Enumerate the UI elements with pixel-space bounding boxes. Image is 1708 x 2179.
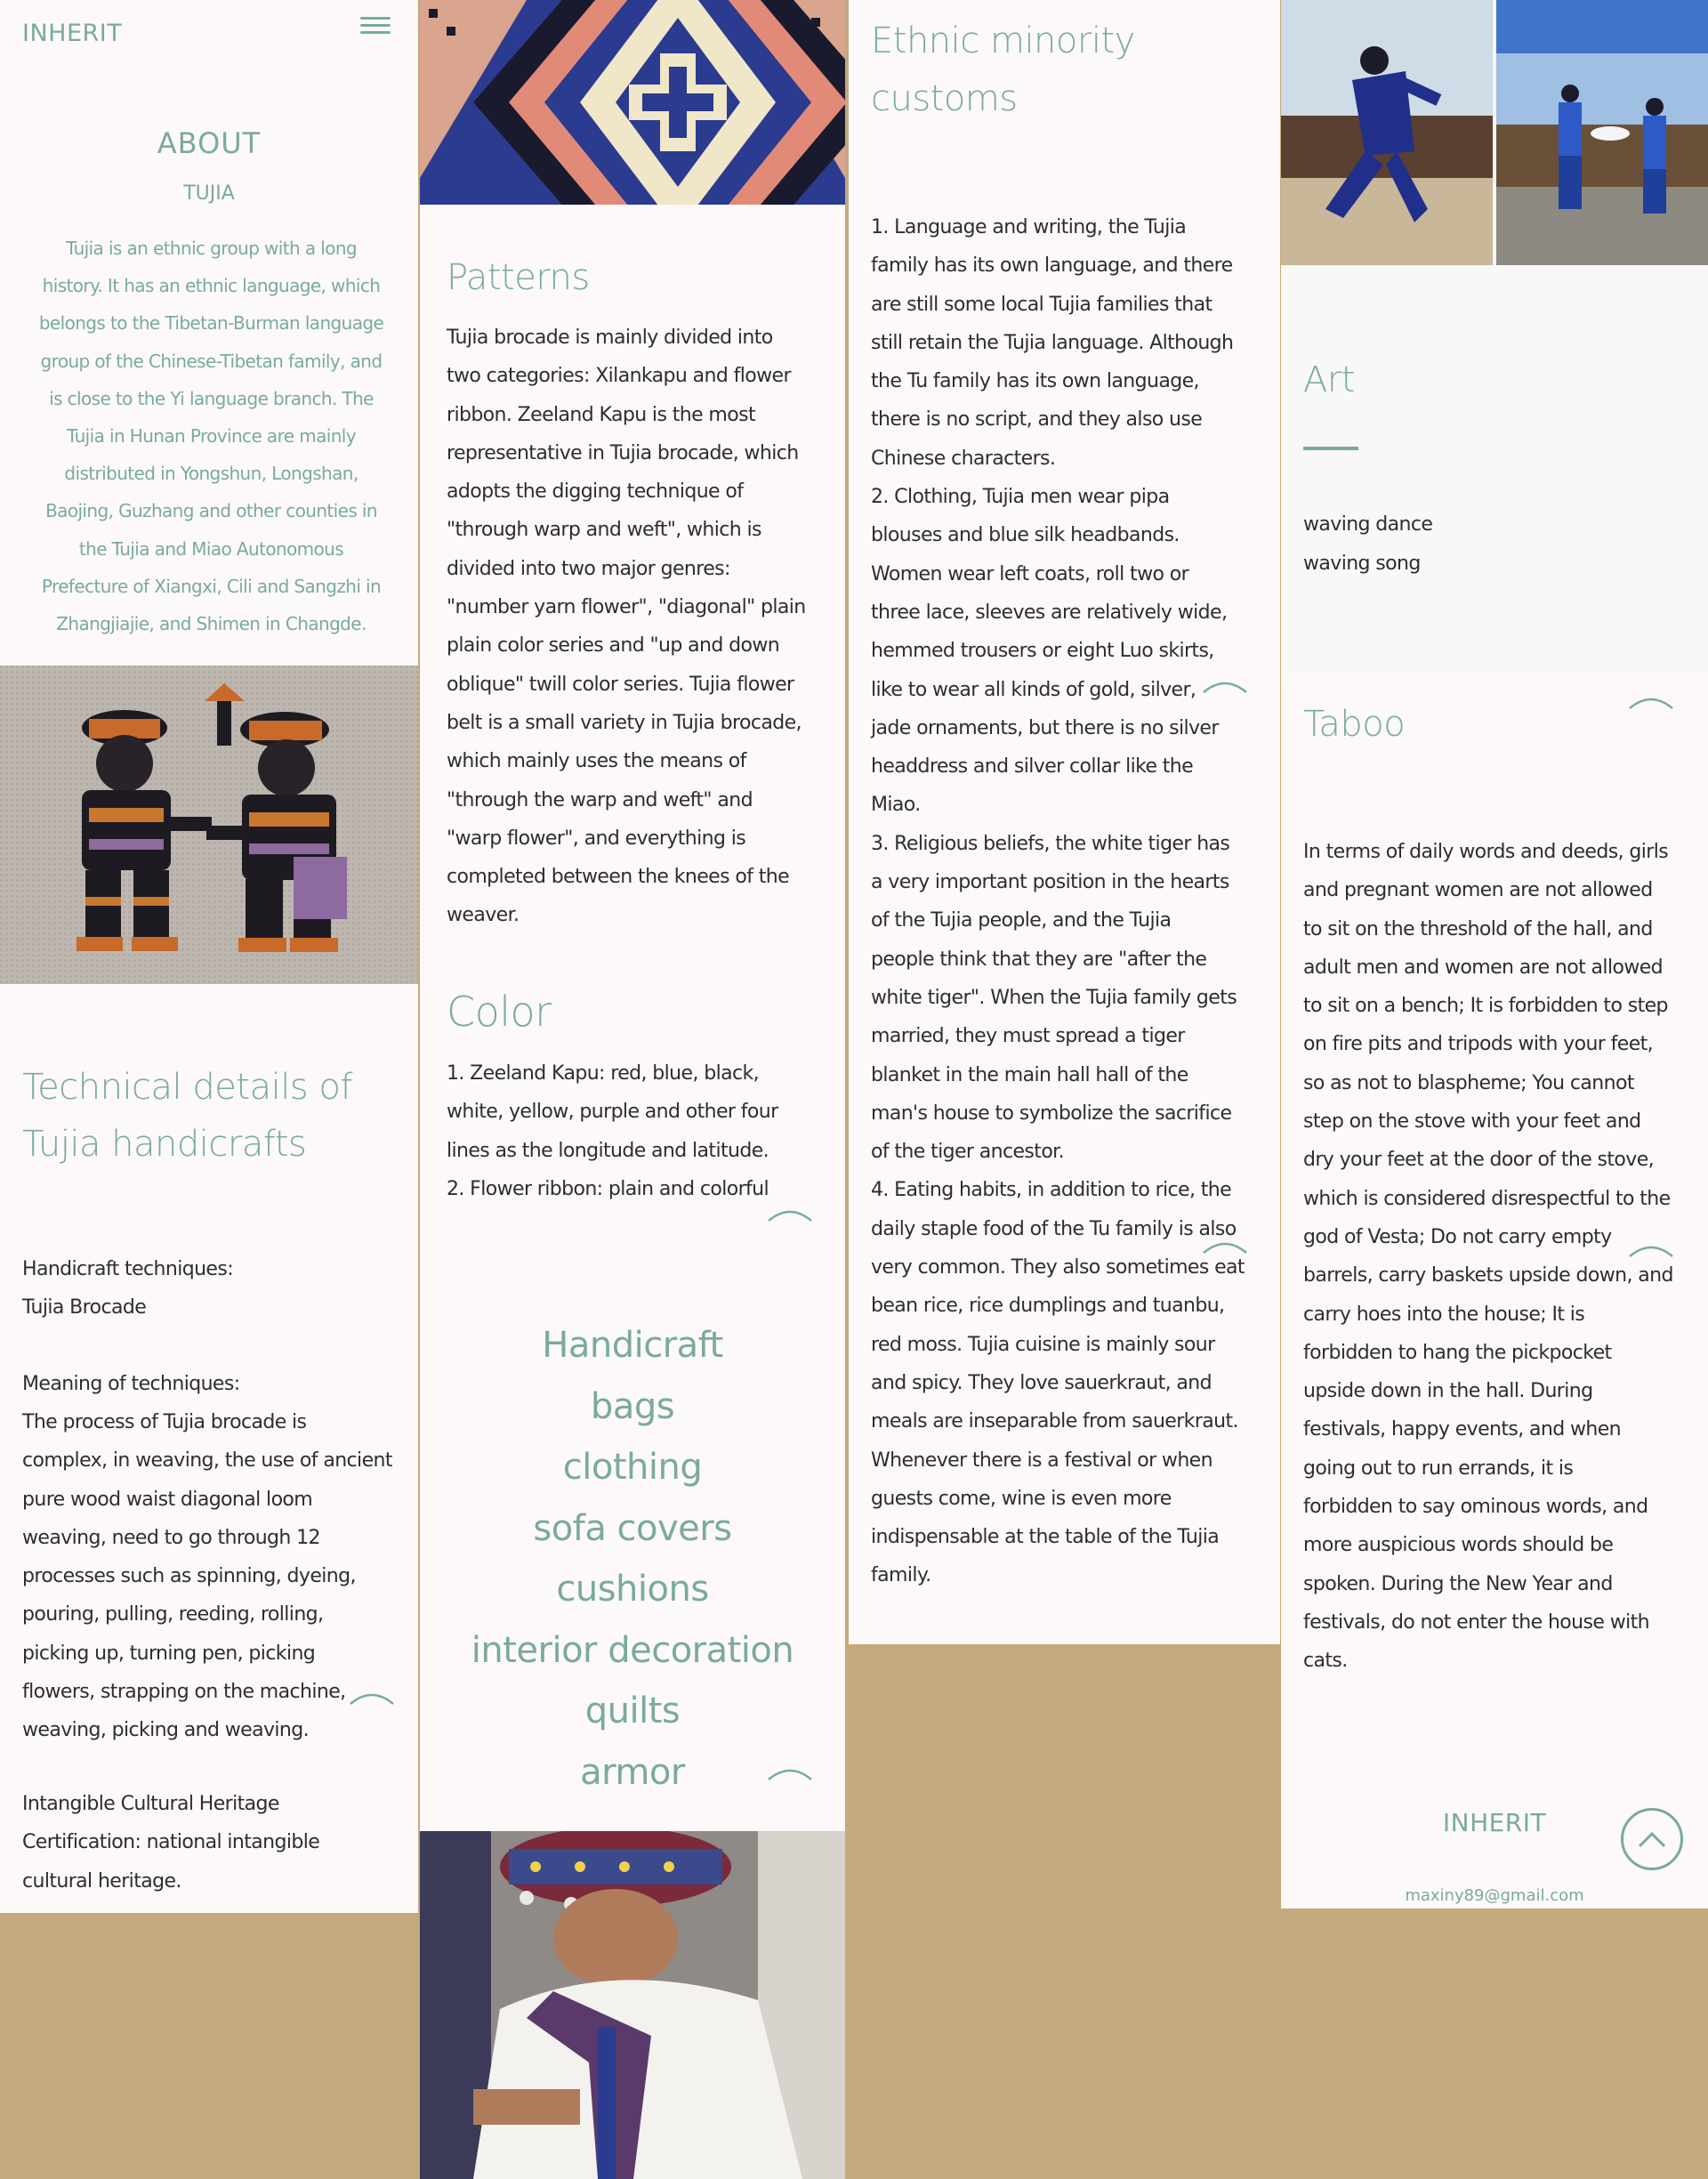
taboo-text: In terms of daily words and deeds, girls and pregnant women are not allowed to sit on the threshold of the hall, and adult men and women are not allowed to sit on a bench; It is forbidden to step on fire pits and tripods with your feet, so as not to blaspheme; You cannot step on the stove with your feet and dry your feet at the door of the stove, which is considered disrespectful to the god of Vesta; Do not carry empty barrels, carry baskets upside down, and carry hoes into the house; It is forbidden to hang the pickpocket upside down in the hall. During festivals, happy events, and when going out to run errands, it is forbidden to say ominous words, and more auspicious words should be spoken. During the New Year and festivals, do not enter the house with cats. — [1303, 841, 1673, 1673]
art-panel — [1281, 265, 1708, 674]
techniques-label: Handicraft techniques: — [22, 1258, 234, 1280]
brocade-diamond-image — [420, 0, 845, 205]
art-item[interactable]: waving dance — [1303, 513, 1433, 536]
scroll-arc-icon — [765, 1762, 815, 1783]
footer-logo[interactable]: INHERIT — [1442, 1808, 1547, 1837]
handicraft-item[interactable]: bags — [590, 1385, 675, 1427]
hamburger-menu-icon[interactable] — [360, 12, 391, 39]
scroll-arc-icon — [1626, 1239, 1676, 1260]
handicraft-heading: Handicraft — [542, 1325, 723, 1366]
art-item[interactable]: waving song — [1303, 553, 1421, 575]
about-title: ABOUT — [157, 126, 262, 160]
scroll-arc-icon — [765, 1203, 815, 1224]
techniques-value: Tujia Brocade — [22, 1296, 147, 1319]
column-customs — [849, 0, 1280, 1644]
handicraft-item[interactable]: sofa covers — [533, 1507, 732, 1549]
taboo-title: Taboo — [1303, 704, 1406, 745]
chevron-up-circle-icon[interactable] — [1621, 1808, 1683, 1870]
artisan-weaving-photo — [420, 1831, 845, 2179]
handicraft-item[interactable]: quilts — [584, 1691, 681, 1731]
handicraft-item[interactable]: interior decoration — [471, 1629, 794, 1671]
handicraft-item[interactable]: clothing — [562, 1447, 703, 1488]
column-patterns — [420, 0, 845, 2179]
scroll-arc-icon — [1626, 690, 1676, 712]
footer-email[interactable]: maxiny89@gmail.com — [1405, 1886, 1584, 1905]
about-text: Tujia is an ethnic group with a long history. It has an ethnic language, which belongs to the Tibetan-Burman language group of the Chinese-Tibetan family, and is close to the Yi language branch. The Tujia in Hunan Province are mainly distributed in Yongshun, Longshan, Baojing, Guzhang and other counties in the Tujia and Miao Autonomous Prefecture of Xiangxi, Cili and Sangzhi in Zhangjiajie, and Shimen in Changde. — [38, 238, 384, 635]
handicraft-list — [420, 1315, 845, 1803]
column-art — [1281, 0, 1708, 1909]
column-about — [0, 0, 418, 1913]
tujia-brocade-figures-image — [0, 666, 418, 984]
handicraft-item[interactable]: cushions — [556, 1569, 709, 1610]
meaning-label: Meaning of techniques: — [22, 1373, 240, 1395]
patterns-title: Patterns — [447, 257, 590, 298]
meaning-text: The process of Tujia brocade is complex, in weaving, the use of ancient pure wood waist diagonal loom weaving, need to go through 12 processes such as spinning, dyeing, pouring, pulling, reeding, rolling, picking up, turning pen, picking flowers, strapping on the machine, weaving, picking and weaving. — [22, 1411, 392, 1742]
color-title: Color — [447, 988, 552, 1036]
about-subtitle: TUJIA — [183, 182, 235, 205]
scroll-arc-icon — [347, 1686, 397, 1707]
color-text: 1. Zeeland Kapu: red, blue, black, white, yellow, purple and other four lines as the longitude and latitude. 2. Flower ribbon: plain and colorful — [447, 1062, 778, 1200]
patterns-text: Tujia brocade is mainly divided into two categories: Xilankapu and flower ribbon. Zeeland Kapu is the most representative in Tujia brocade, which adopts the digging technique of "through warp and weft", which is divided into two major genres: "number yarn flower", "diagonal" plain plain color series and "up and down oblique" twill color series. Tujia flower belt is a small variety in Tujia brocade, which mainly uses the means of "through the warp and weft" and "warp flower", and everything is completed between the knees of the weaver. — [447, 327, 806, 927]
scroll-arc-icon — [1200, 674, 1250, 696]
art-divider — [1303, 447, 1358, 450]
art-title: Art — [1303, 359, 1355, 400]
heritage-text: Intangible Cultural Heritage Certification: national intangible cultural heritage. — [22, 1793, 320, 1893]
customs-title: Ethnic minority customs — [871, 20, 1135, 119]
customs-text: 1. Language and writing, the Tujia family has its own language, and there are still some local Tujia families that still retain the Tujia language. Although the Tu family has its own language, there is no script, and they also use Chinese characters. 2. Clothing, Tujia men wear pipa blouses and blue silk headbands. Women wear left coats, roll two or three lace, sleeves are relatively wide, hemmed trousers or eight Luo skirts, like to wear all kinds of gold, silver, jade ornaments, but there is no silver headdress and silver collar like the Miao. 3. Religious beliefs, the white tiger has a very important position in the hearts of the Tujia people, and the Tujia people think that they are "after the white tiger". When the Tujia family gets married, they must spread a tiger blanket in the main hall hall of the man's house to symbolize the sacrifice of the tiger ancestor. 4. Eating habits, in addition to rice, the daily staple food of the Tu family is also very common. They also sometimes eat bean rice, rice dumplings and tuanbu, red moss. Tujia cuisine is mainly sour and spicy. They love sauerkraut, and meals are inseparable from sauerkraut. Whenever there is a festival or when guests come, wine is even more indispensable at the table of the Tujia family. — [871, 216, 1245, 1587]
scroll-arc-icon — [1200, 1235, 1250, 1256]
handicraft-item[interactable]: armor — [580, 1751, 685, 1793]
technical-title: Technical details of Tujia handicrafts — [22, 1067, 352, 1165]
site-logo[interactable]: INHERIT — [22, 20, 123, 47]
waving-dance-photo — [1281, 0, 1708, 265]
